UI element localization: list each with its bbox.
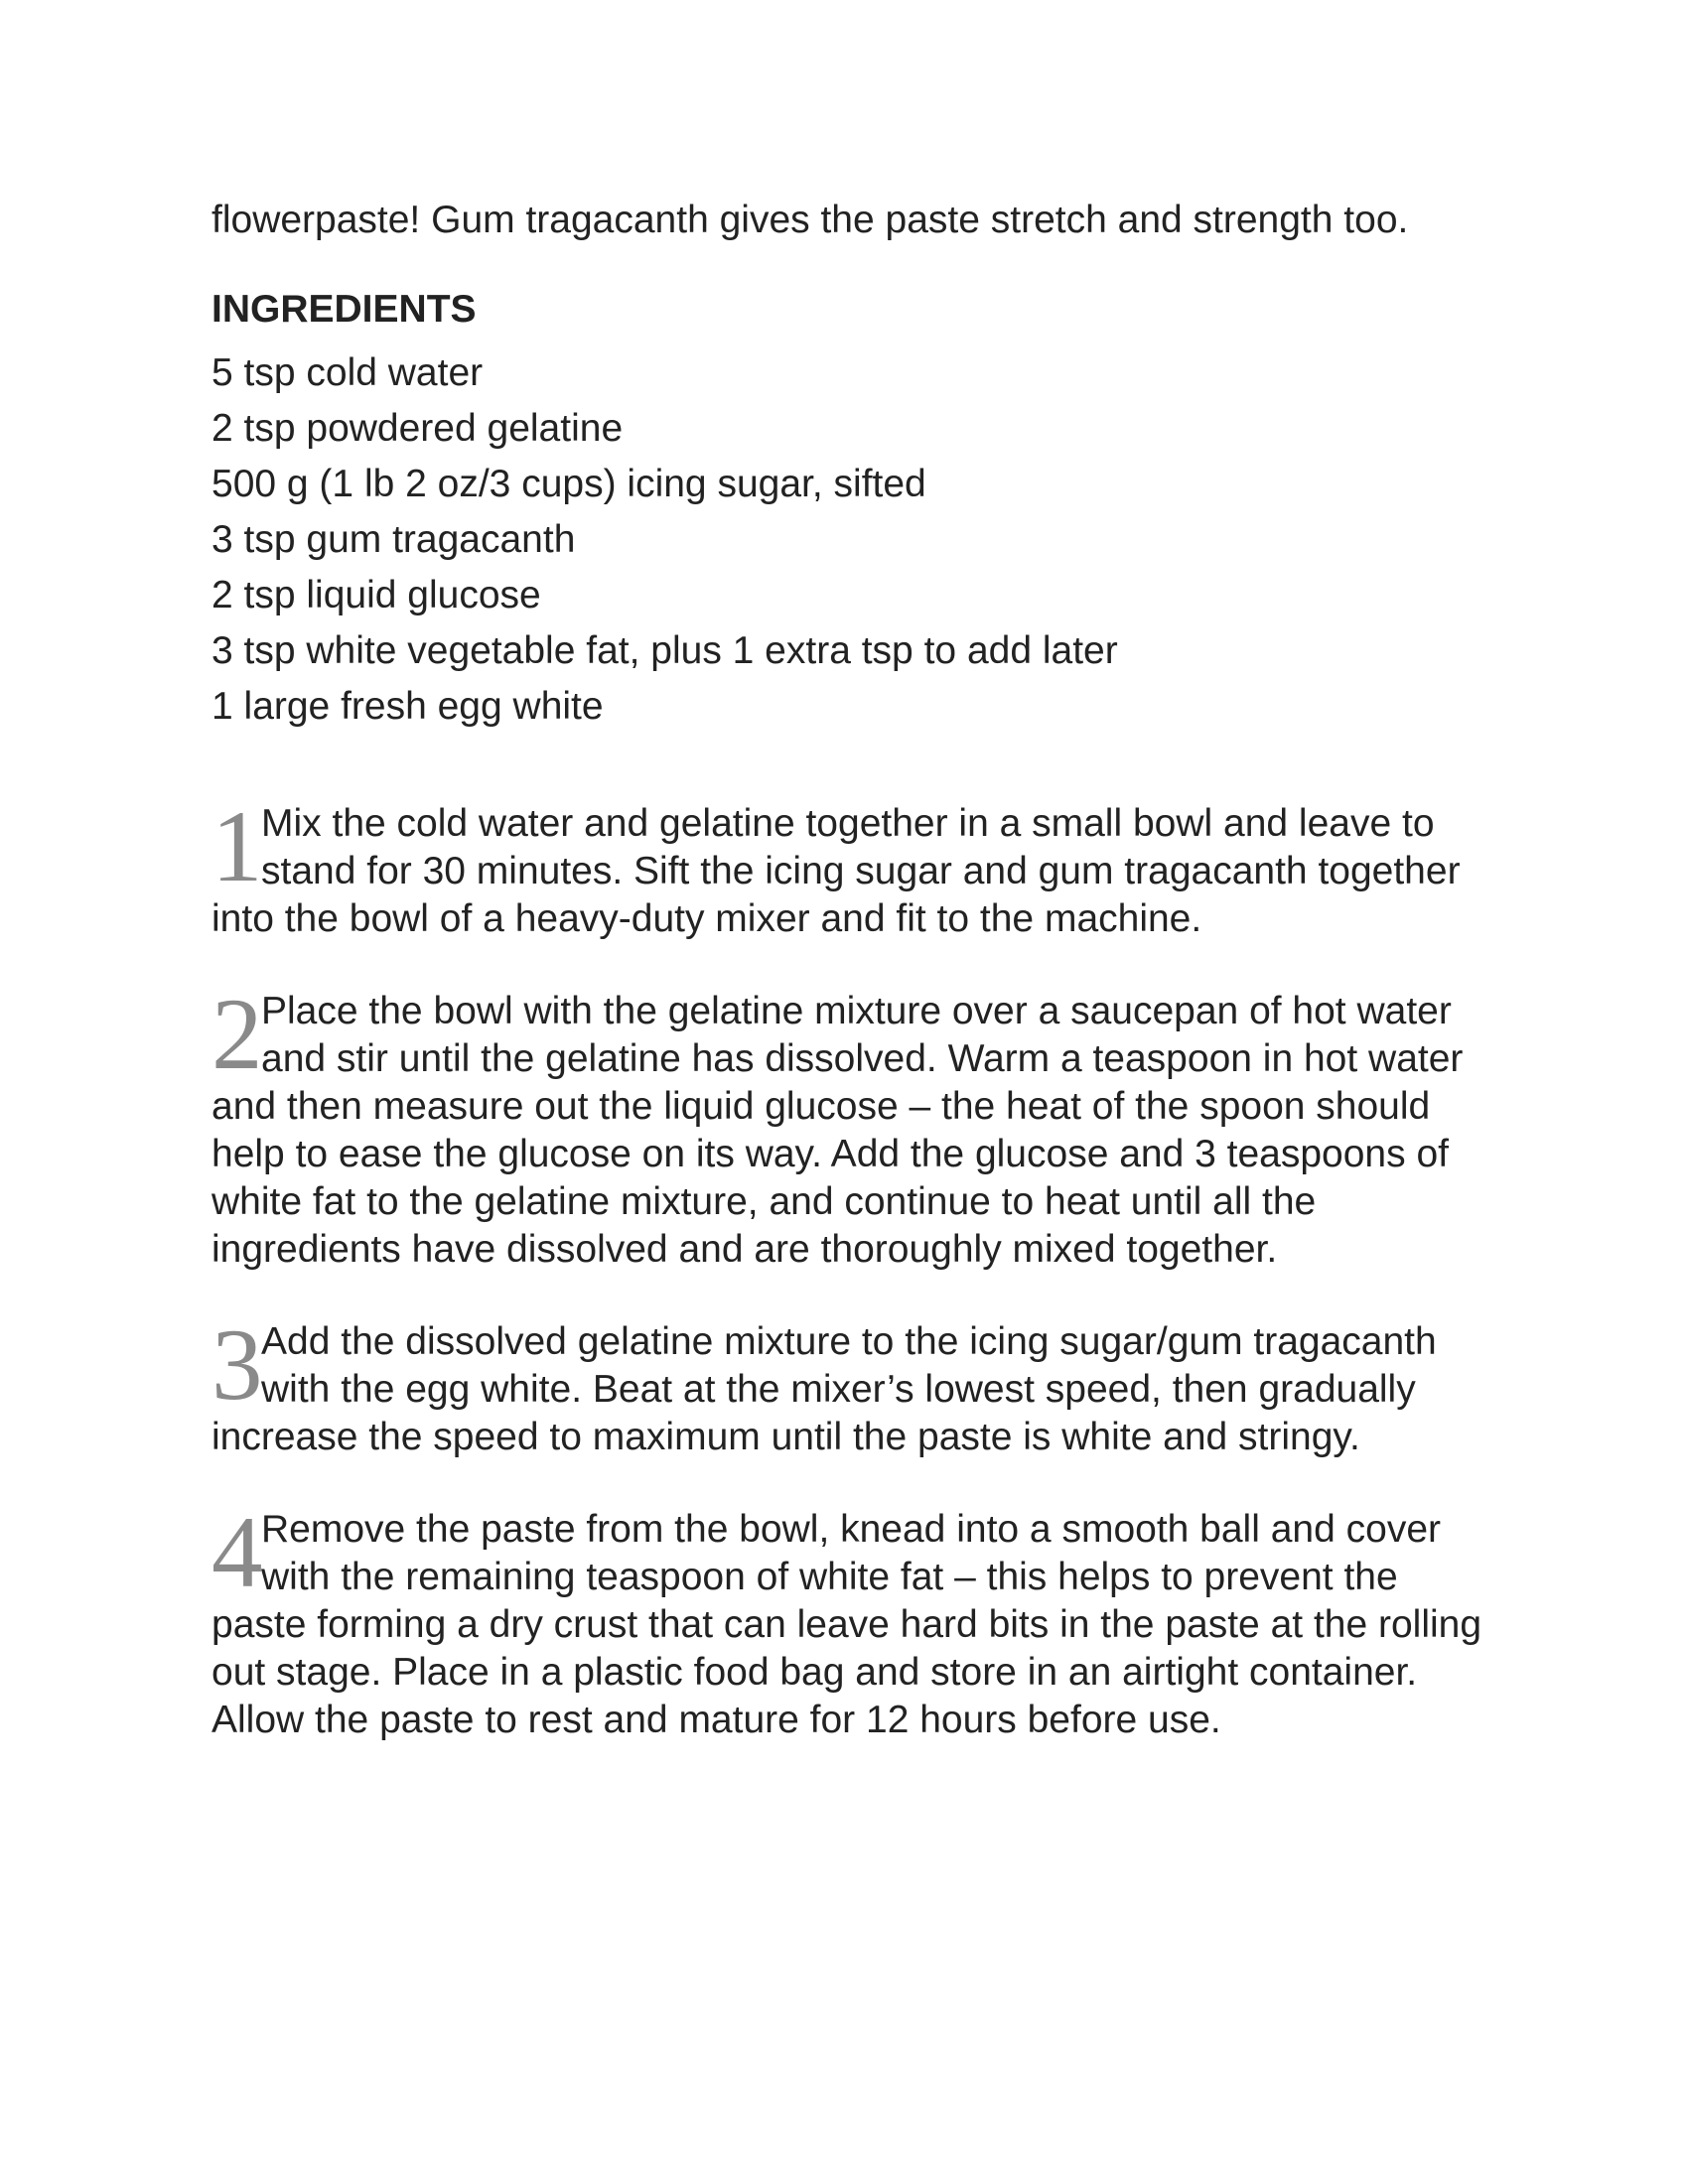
step-number: 1 [211,790,263,903]
step-text: Add the dissolved gelatine mixture to the icing sugar/gum tragacanth with the egg white. Beat at the mixer’s lowest speed, then gradually increase the speed to maximum until the paste is white and stringy. [211,1320,1437,1458]
step-number: 4 [211,1496,263,1609]
ingredients-heading: INGREDIENTS [211,288,477,331]
ingredient-item: 2 tsp liquid glucose [211,574,541,616]
ingredient-item: 1 large fresh egg white [211,685,604,728]
method-step [211,1496,1502,1744]
step-number: 2 [211,978,263,1091]
ingredient-item: 3 tsp gum tragacanth [211,518,576,561]
ingredient-item: 3 tsp white vegetable fat, plus 1 extra tsp to add later [211,629,1118,672]
method-step [211,1308,1502,1461]
method-step [211,790,1502,943]
intro-paragraph: flowerpaste! Gum tragacanth gives the paste stretch and strength too. [211,199,1409,241]
step-text: Mix the cold water and gelatine together in a small bowl and leave to stand for 30 minutes. Sift the icing sugar and gum tragacanth together into the bowl of a heavy-duty mixer and fit to the machine. [211,802,1461,940]
ingredient-item: 500 g (1 lb 2 oz/3 cups) icing sugar, sifted [211,463,926,505]
ingredient-item: 2 tsp powdered gelatine [211,407,624,450]
ingredients-section [211,286,1502,735]
ingredient-item: 5 tsp cold water [211,351,484,394]
step-text: Place the bowl with the gelatine mixture over a saucepan of hot water and stir until the gelatine has dissolved. Warm a teaspoon in hot water and then measure out the liquid glucose – the heat of the spoon should help to ease the glucose on its way. Add the glucose and 3 teaspoons of white fat to the gelatine mixture, and continue to heat until all the ingredients have dissolved and are thoroughly mixed together. [211,990,1464,1271]
document-page [211,197,1502,1789]
ingredients-list [211,345,1502,735]
method-step [211,978,1502,1274]
method-section [211,790,1502,1744]
step-number: 3 [211,1308,263,1422]
step-text: Remove the paste from the bowl, knead into a smooth ball and cover with the remaining teaspoon of white fat – this helps to prevent the paste forming a dry crust that can leave hard bits in the paste at the rolling out stage. Place in a plastic food bag and store in an airtight container. Allow the paste to rest and mature for 12 hours before use. [211,1508,1482,1741]
